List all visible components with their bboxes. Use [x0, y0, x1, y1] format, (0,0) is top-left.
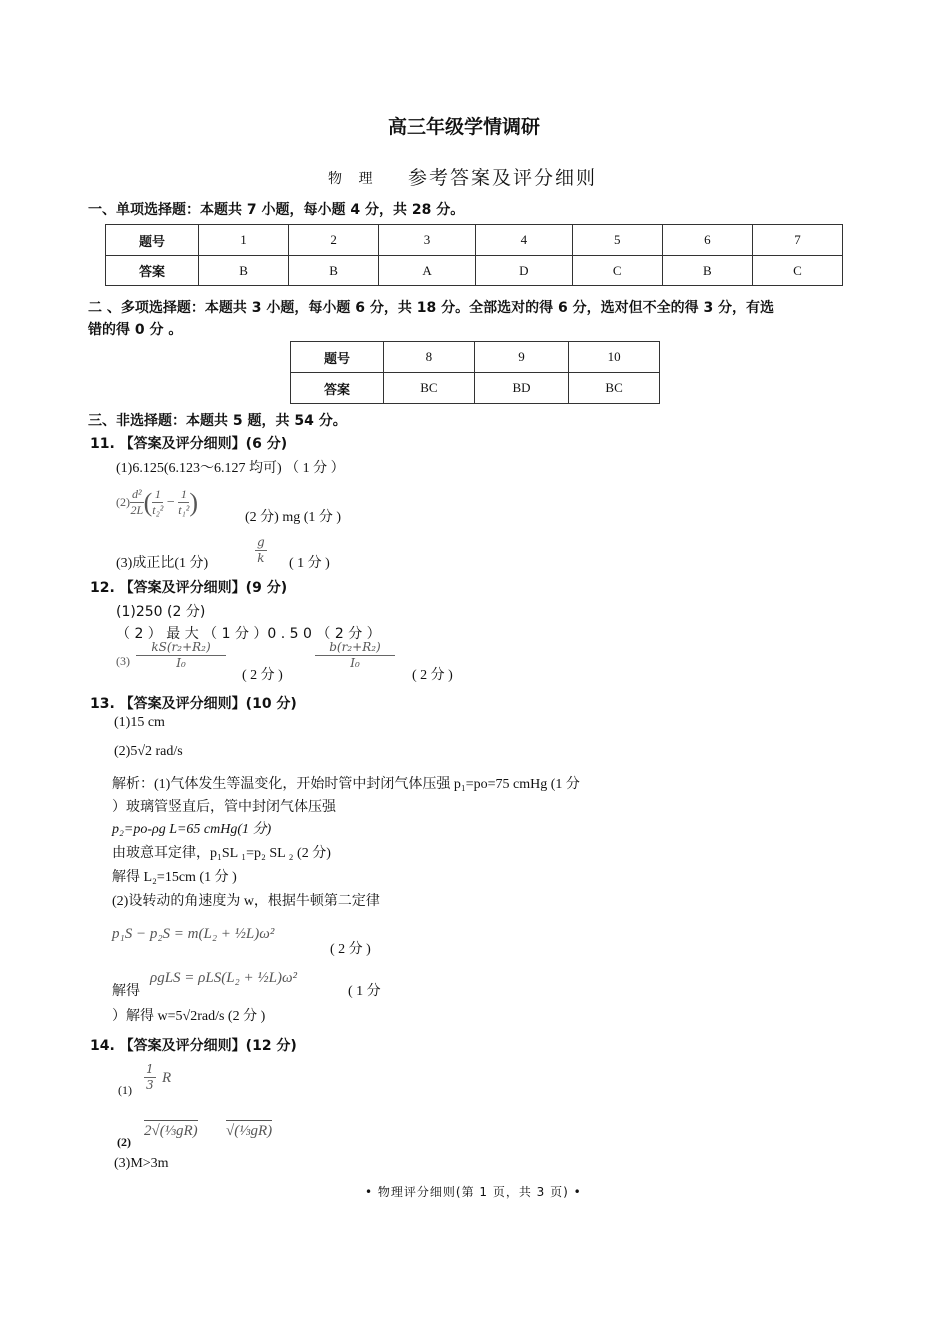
answer-cell: A	[379, 256, 476, 286]
q13-equation2-score: ( 1 分	[348, 984, 381, 999]
q11-fraction-1-t2	[152, 487, 163, 518]
q13-heading: 13. 【答案及评分细则】(10 分)	[90, 696, 297, 712]
q13-answer2: (2)5√2 rad/s	[114, 744, 183, 759]
q11-part3-prefix: (3)成正比(1 分)	[116, 556, 209, 571]
q13-solution-line6: (2)设转动的角速度为 w，根据牛顿第二定律	[112, 894, 380, 909]
answer-cell: B	[289, 256, 379, 286]
answer-cell: D	[475, 256, 572, 286]
page-footer: • 物理评分细则(第 1 页，共 3 页) •	[365, 1185, 582, 1199]
q11-part2-prefix: (2)	[116, 495, 130, 509]
section1-heading: 一、单项选择题：本题共 7 小题，每小题 4 分，共 28 分。	[88, 202, 465, 218]
q12-heading: 12. 【答案及评分细则】(9 分)	[90, 580, 288, 596]
q12-part3-score1: ( 2 分 )	[242, 668, 283, 683]
q12-part3-prefix: (3)	[116, 654, 130, 668]
question-number: 4	[475, 225, 572, 256]
q14-answer1-prefix: (1)	[118, 1083, 132, 1097]
fraction-numerator: d²	[132, 487, 142, 502]
fraction-denominator: t₁²	[178, 503, 190, 518]
fraction-numerator: 1	[178, 487, 189, 503]
q11-part2: (2) $\frac{\text{d²}}{2L}$ ( $\frac{1}{\text{t₂²}}$ − $\frac{1}{\text{t₁²}}$ )	[116, 487, 199, 518]
question-number: 9	[474, 342, 568, 373]
section2-answer-table	[290, 341, 660, 404]
q14-answer1-var: R	[162, 1070, 172, 1086]
section2-heading-line2: 错的得 0 分 。	[88, 322, 183, 338]
q11-part2-score: (2 分) mg (1 分 )	[245, 510, 342, 525]
fraction-numerator: 1	[146, 1062, 154, 1076]
answer-cell: BC	[569, 373, 660, 404]
answer-cell: BC	[384, 373, 475, 404]
fraction-numerator: b(r₂+R₂)	[315, 640, 395, 656]
q13-solution-line2: ）玻璃管竖直后，管中封闭气体压强	[112, 800, 336, 815]
fraction-numerator: g	[257, 535, 265, 549]
q14-answer2-expr2: √(⅓gR)	[226, 1120, 272, 1140]
fraction-denominator: t₂²	[152, 503, 164, 518]
question-number: 6	[662, 225, 752, 256]
q13-solution-line5: 解得 L₂=15cm (1 分 )	[112, 870, 237, 885]
fraction-denominator: I₀	[350, 656, 360, 670]
q14-heading: 14. 【答案及评分细则】(12 分)	[90, 1038, 297, 1054]
fraction-numerator: 1	[152, 487, 163, 503]
row-label-question: 题号	[291, 342, 384, 373]
question-number: 5	[572, 225, 662, 256]
q13-answer1: (1)15 cm	[114, 715, 165, 730]
q14-answer2-expr1: 2√(⅓gR)	[144, 1120, 198, 1140]
row-label-question: 题号	[106, 225, 199, 256]
q11-fraction-1-t1	[178, 487, 189, 518]
fraction-denominator: I₀	[176, 656, 186, 670]
q13-equation1-score: ( 2 分 )	[330, 942, 371, 957]
q11-part3-score: ( 1 分 )	[289, 556, 330, 571]
q11-fraction-d2-2L	[130, 487, 144, 518]
question-number: 1	[199, 225, 289, 256]
answer-cell: C	[752, 256, 842, 286]
section3-heading: 三、非选择题：本题共 5 题，共 54 分。	[88, 413, 347, 429]
fraction-denominator: 3	[146, 1078, 154, 1092]
q13-solution-line1: 解析：(1)气体发生等温变化，开始时管中封闭气体压强 p₁=po=75 cmHg (1 分	[112, 777, 580, 792]
q13-equation2-prefix: 解得	[112, 984, 140, 999]
q14-answer2-prefix: (2)	[117, 1135, 131, 1149]
q12-fraction-1	[136, 640, 226, 671]
section1-answer-table	[105, 224, 843, 286]
q11-part1: (1)6.125(6.123～6.127 均可) （ 1 分 ）	[116, 461, 345, 476]
q13-solution-line7: ）解得 w=5√2rad/s (2 分 )	[112, 1009, 266, 1024]
fraction-denominator: k	[257, 551, 265, 565]
q14-fraction-1-3	[144, 1062, 156, 1093]
answer-cell: B	[662, 256, 752, 286]
q11-fraction-g-k	[255, 535, 267, 566]
question-number: 2	[289, 225, 379, 256]
answer-cell: BD	[474, 373, 568, 404]
q13-equation1: p₁S − p₂S = m(L₂ + ½L)ω²	[112, 926, 275, 942]
section2-heading-line1: 二 、多项选择题：本题共 3 小题，每小题 6 分，共 18 分。全部选对的得 6 分，选对但不全的得 3 分，有选	[88, 300, 775, 316]
q13-solution-line4: 由玻意耳定律，p₁SL ₁=p₂ SL ₂ (2 分)	[112, 846, 331, 861]
q12-part3-score2: ( 2 分 )	[412, 668, 453, 683]
question-number: 7	[752, 225, 842, 256]
fraction-denominator: 2L	[130, 503, 144, 518]
question-number: 3	[379, 225, 476, 256]
q13-equation2: ρgLS = ρLS(L₂ + ½L)ω²	[150, 970, 298, 986]
page-title: 高三年级学情调研	[388, 116, 541, 138]
q13-solution-line3: p₂=po-ρg L=65 cmHg(1 分)	[112, 822, 272, 837]
q14-answer3: (3)M>3m	[114, 1156, 169, 1171]
answer-cell: B	[199, 256, 289, 286]
q12-fraction-2	[315, 640, 395, 671]
subject-label: 物 理	[328, 171, 379, 187]
question-number: 10	[569, 342, 660, 373]
row-label-answer: 答案	[291, 373, 384, 404]
question-number: 8	[384, 342, 475, 373]
q11-heading: 11. 【答案及评分细则】(6 分)	[90, 436, 288, 452]
q12-part1: (1)250 (2 分)	[116, 604, 206, 620]
page-subtitle: 参考答案及评分细则	[408, 167, 598, 189]
row-label-answer: 答案	[106, 256, 199, 286]
answer-cell: C	[572, 256, 662, 286]
q12-part2: （ 2 ） 最 大 （ 1 分 ）0 . 5 0 （ 2 分 ）	[116, 626, 381, 642]
fraction-numerator: kS(r₂+R₂)	[136, 640, 226, 656]
